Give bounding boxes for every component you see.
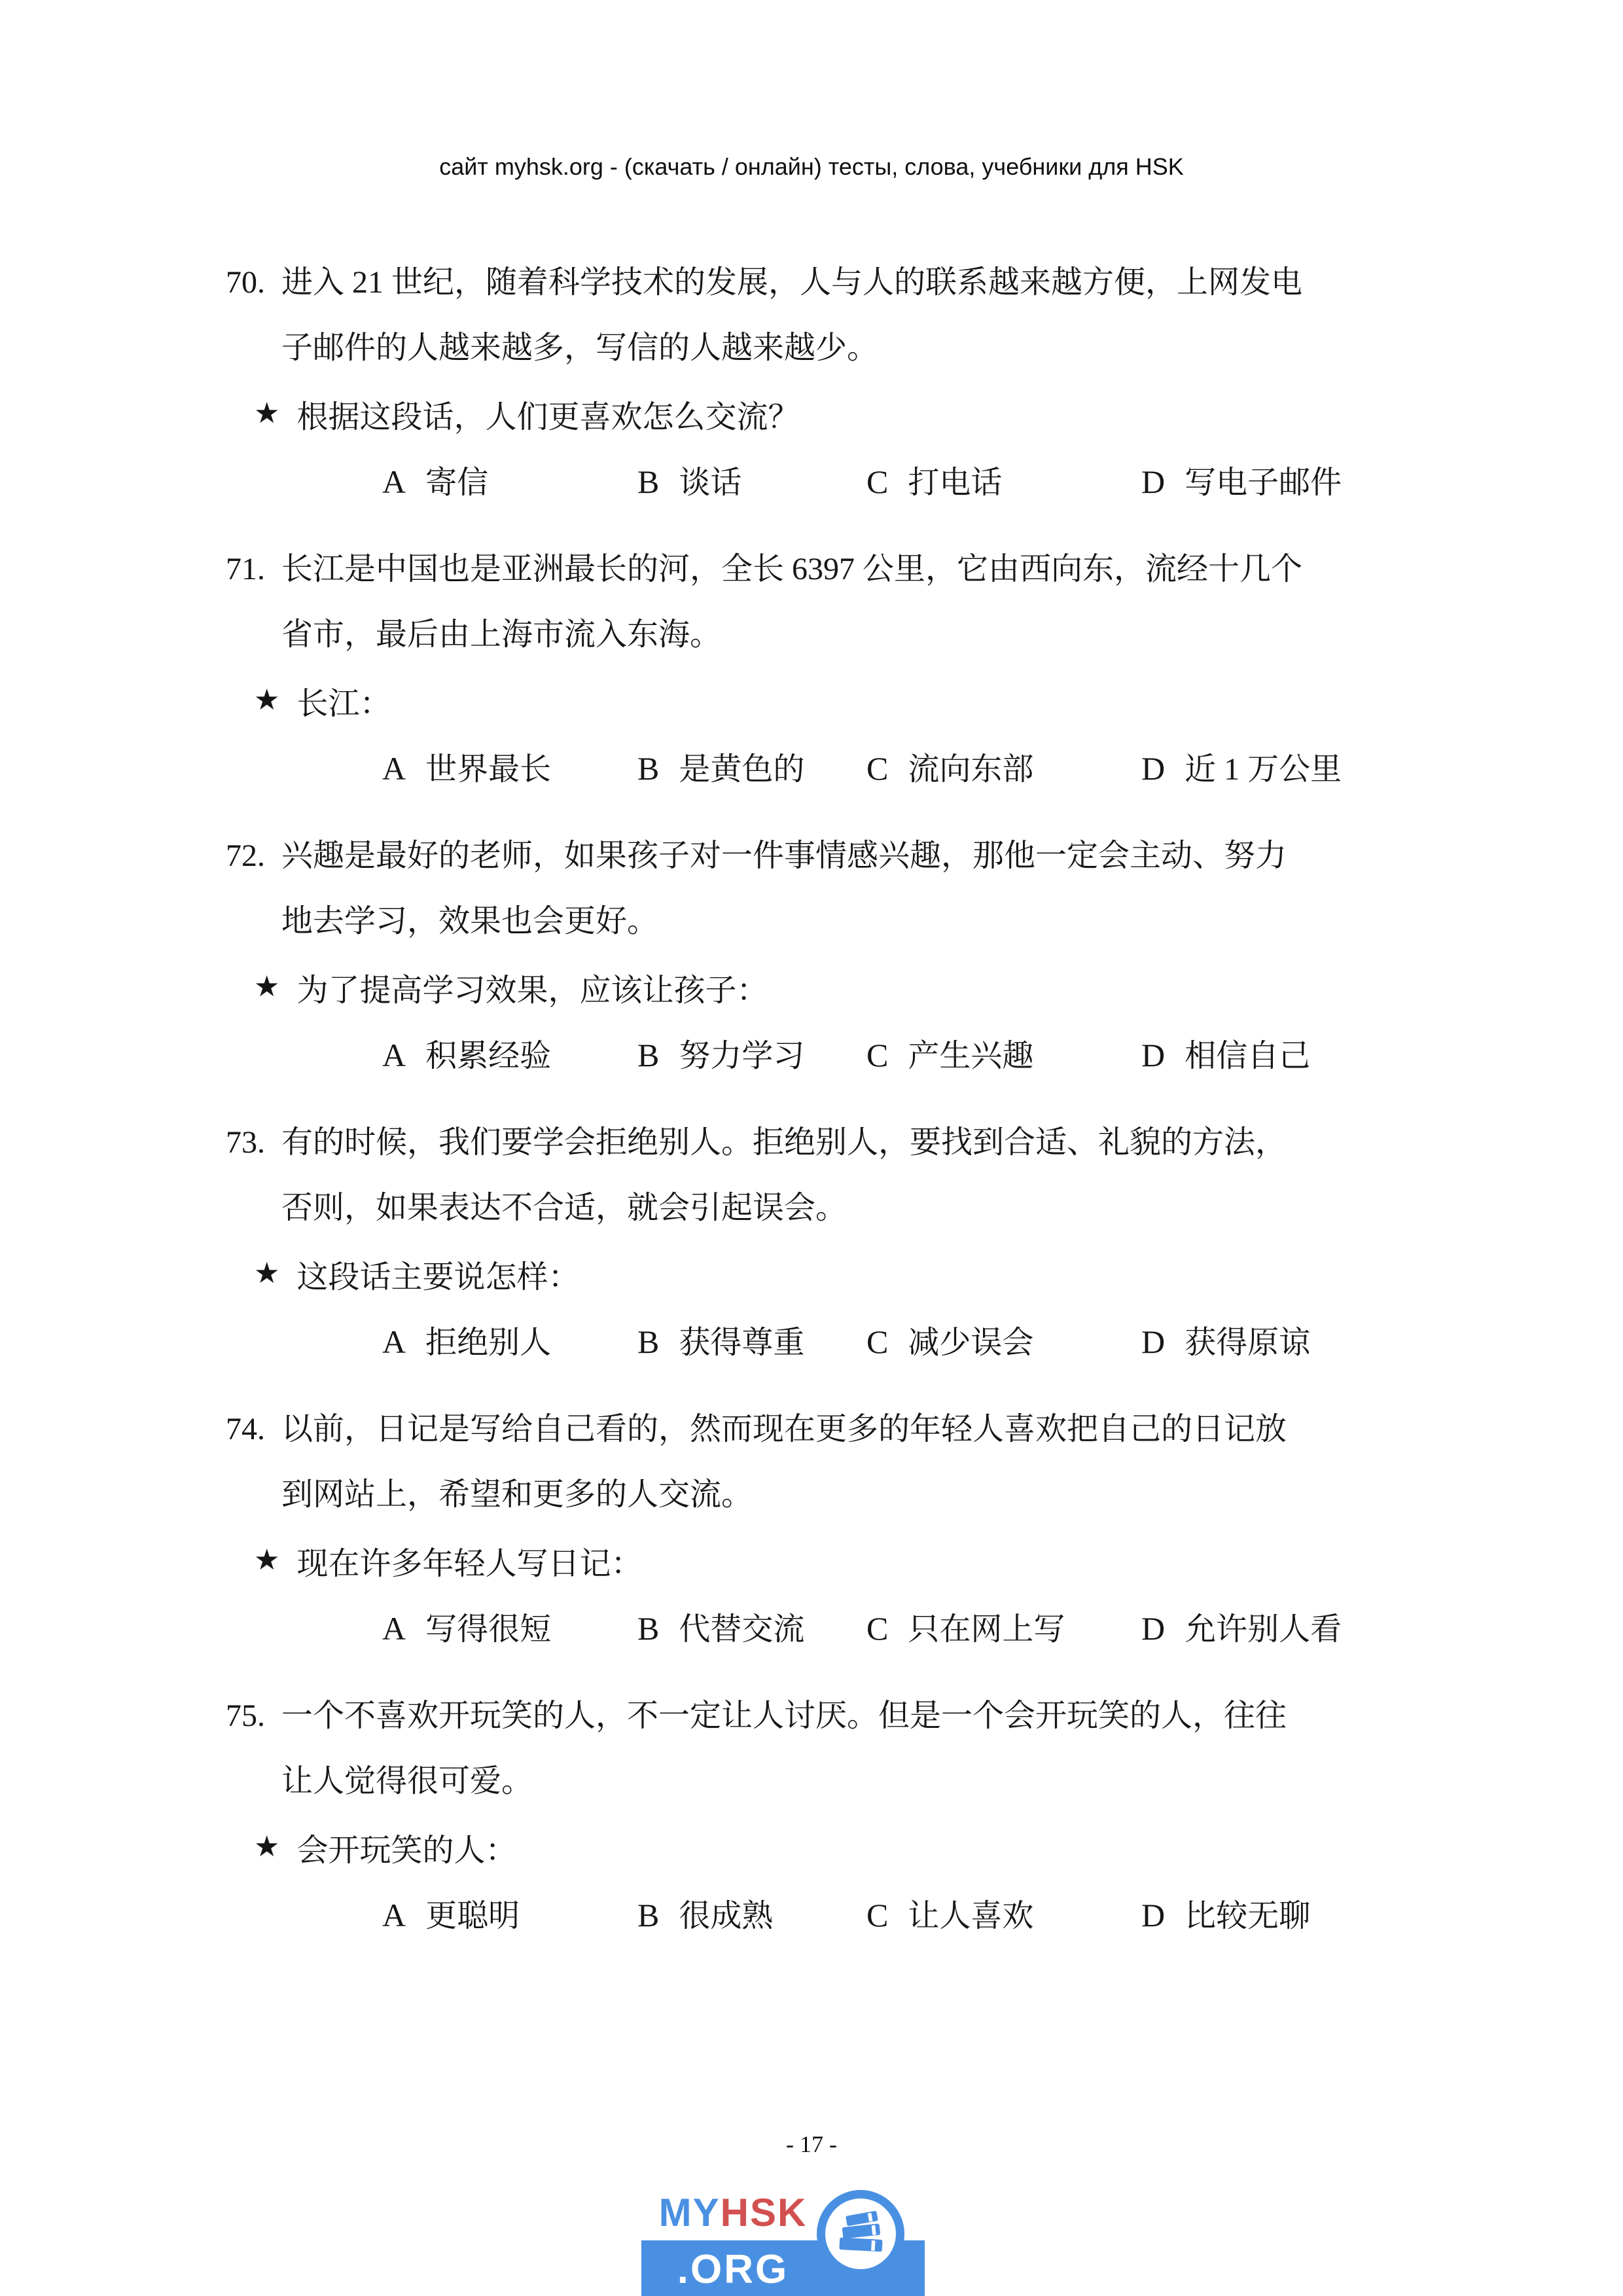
logo-text-my: MY bbox=[658, 2190, 721, 2234]
question-number: 74. bbox=[226, 1412, 265, 1446]
logo-text-hsk: HSK bbox=[720, 2190, 808, 2234]
option-c bbox=[866, 457, 1141, 502]
option-label: C bbox=[866, 1609, 889, 1647]
option-label: B bbox=[637, 1323, 660, 1360]
passage-line: 长江是中国也是亚洲最长的河，全长 6397 公里，它由西向东，流经十几个 bbox=[281, 552, 1303, 586]
option-label: B bbox=[637, 463, 660, 500]
prompt-text: 长江： bbox=[296, 686, 391, 721]
passage-line: 以前，日记是写给自己看的，然而现在更多的年轻人喜欢把自己的日记放 bbox=[281, 1412, 1287, 1446]
option-a bbox=[382, 1604, 637, 1649]
option-d bbox=[1141, 1317, 1407, 1362]
option-text: 获得尊重 bbox=[679, 1325, 805, 1360]
option-label: C bbox=[866, 749, 889, 787]
option-label: D bbox=[1141, 1036, 1166, 1073]
option-text: 更聪明 bbox=[425, 1898, 520, 1933]
star-icon: ★ bbox=[254, 971, 280, 1003]
option-text: 减少误会 bbox=[908, 1325, 1034, 1360]
options-row bbox=[226, 1880, 1407, 1945]
question-passage bbox=[281, 250, 1407, 381]
options-row bbox=[226, 446, 1407, 512]
question-prompt bbox=[226, 1528, 1407, 1593]
option-a bbox=[382, 1317, 637, 1362]
star-icon: ★ bbox=[254, 1831, 280, 1863]
option-text: 获得原谅 bbox=[1185, 1325, 1311, 1360]
option-d bbox=[1141, 457, 1407, 502]
questions-section bbox=[226, 250, 1407, 1970]
prompt-text: 这段话主要说怎样： bbox=[296, 1259, 580, 1295]
option-label: A bbox=[382, 463, 406, 500]
option-label: C bbox=[866, 1323, 889, 1360]
option-text: 拒绝别人 bbox=[425, 1325, 552, 1360]
option-a bbox=[382, 744, 637, 789]
option-b bbox=[637, 1030, 866, 1075]
option-a bbox=[382, 1030, 637, 1075]
passage-line: 一个不喜欢开玩笑的人，不一定让人讨厌。但是一个会开玩笑的人，往往 bbox=[281, 1698, 1287, 1733]
option-text: 写电子邮件 bbox=[1185, 465, 1342, 500]
prompt-text: 现在许多年轻人写日记： bbox=[296, 1546, 643, 1581]
option-a bbox=[382, 457, 637, 502]
site-header-text: сайт myhsk.org - (скачать / онлайн) тесты, слова, учебники для HSK bbox=[439, 153, 1184, 180]
option-d bbox=[1141, 1890, 1407, 1935]
option-text: 是黄色的 bbox=[679, 751, 805, 787]
question-block-74 bbox=[226, 1397, 1407, 1659]
option-text: 写得很短 bbox=[425, 1611, 552, 1647]
option-a bbox=[382, 1890, 637, 1935]
passage-line: 到网站上，希望和更多的人交流。 bbox=[281, 1477, 753, 1512]
option-label: A bbox=[382, 749, 406, 787]
option-text: 积累经验 bbox=[425, 1038, 552, 1073]
prompt-text: 会开玩笑的人： bbox=[296, 1833, 517, 1868]
option-label: D bbox=[1141, 463, 1166, 500]
star-icon: ★ bbox=[254, 1257, 280, 1289]
question-block-73 bbox=[226, 1110, 1407, 1372]
site-header bbox=[0, 152, 1623, 182]
question-block-71 bbox=[226, 537, 1407, 798]
option-label: D bbox=[1141, 749, 1166, 787]
option-text: 打电话 bbox=[908, 465, 1003, 500]
books-icon bbox=[817, 2190, 904, 2278]
question-number: 70. bbox=[226, 265, 265, 300]
logo-wordmark bbox=[641, 2186, 825, 2238]
option-text: 允许别人看 bbox=[1185, 1611, 1342, 1647]
passage-row bbox=[226, 1110, 1407, 1241]
question-passage bbox=[281, 823, 1407, 954]
option-label: A bbox=[382, 1323, 406, 1360]
passage-row bbox=[226, 1397, 1407, 1528]
star-icon: ★ bbox=[254, 397, 280, 429]
option-label: A bbox=[382, 1609, 406, 1647]
question-number: 73. bbox=[226, 1125, 265, 1160]
question-block-72 bbox=[226, 823, 1407, 1085]
options-row bbox=[226, 1306, 1407, 1372]
passage-line: 否则，如果表达不合适，就会引起误会。 bbox=[281, 1191, 847, 1225]
option-b bbox=[637, 1604, 866, 1649]
question-prompt bbox=[226, 1241, 1407, 1306]
option-label: A bbox=[382, 1896, 406, 1933]
options-row bbox=[226, 1593, 1407, 1659]
question-prompt bbox=[226, 381, 1407, 446]
passage-line: 让人觉得很可爱。 bbox=[281, 1764, 533, 1799]
option-label: D bbox=[1141, 1896, 1166, 1933]
option-text: 谈话 bbox=[679, 465, 742, 500]
options-row bbox=[226, 733, 1407, 798]
option-text: 比较无聊 bbox=[1185, 1898, 1311, 1933]
option-text: 世界最长 bbox=[425, 751, 552, 787]
question-block-75 bbox=[226, 1683, 1407, 1945]
option-b bbox=[637, 1317, 866, 1362]
passage-row bbox=[226, 1683, 1407, 1814]
option-c bbox=[866, 1030, 1141, 1075]
option-text: 只在网上写 bbox=[908, 1611, 1065, 1647]
passage-row bbox=[226, 537, 1407, 668]
passage-line: 地去学习，效果也会更好。 bbox=[281, 904, 659, 939]
option-label: D bbox=[1141, 1323, 1166, 1360]
option-label: C bbox=[866, 463, 889, 500]
question-number: 71. bbox=[226, 552, 265, 586]
question-prompt bbox=[226, 954, 1407, 1020]
option-label: B bbox=[637, 1896, 660, 1933]
question-passage bbox=[281, 1683, 1407, 1814]
option-d bbox=[1141, 1604, 1407, 1649]
option-d bbox=[1141, 1030, 1407, 1075]
myhsk-logo bbox=[641, 2186, 925, 2296]
option-c bbox=[866, 1604, 1141, 1649]
option-label: B bbox=[637, 1609, 660, 1647]
passage-line: 省市，最后由上海市流入东海。 bbox=[281, 617, 722, 652]
prompt-text: 为了提高学习效果，应该让孩子： bbox=[296, 973, 768, 1008]
passage-row bbox=[226, 250, 1407, 381]
page-number: - 17 - bbox=[786, 2131, 837, 2157]
option-b bbox=[637, 744, 866, 789]
option-label: B bbox=[637, 749, 660, 787]
passage-line: 有的时候，我们要学会拒绝别人。拒绝别人，要找到合适、礼貌的方法， bbox=[281, 1125, 1287, 1160]
question-number: 75. bbox=[226, 1698, 265, 1733]
question-block-70 bbox=[226, 250, 1407, 512]
option-text: 让人喜欢 bbox=[908, 1898, 1034, 1933]
passage-line: 子邮件的人越来越多，写信的人越来越少。 bbox=[281, 331, 879, 365]
option-label: C bbox=[866, 1896, 889, 1933]
option-text: 很成熟 bbox=[679, 1898, 774, 1933]
logo-text-org: .ORG bbox=[677, 2246, 789, 2292]
option-text: 代替交流 bbox=[679, 1611, 805, 1647]
option-text: 近 1 万公里 bbox=[1185, 751, 1342, 787]
option-text: 寄信 bbox=[425, 465, 489, 500]
option-text: 流向东部 bbox=[908, 751, 1034, 787]
option-b bbox=[637, 457, 866, 502]
question-number: 72. bbox=[226, 838, 265, 873]
option-label: B bbox=[637, 1036, 660, 1073]
passage-line: 兴趣是最好的老师，如果孩子对一件事情感兴趣，那他一定会主动、努力 bbox=[281, 838, 1287, 873]
passage-line: 进入 21 世纪，随着科学技术的发展，人与人的联系越来越方便，上网发电 bbox=[281, 265, 1303, 300]
question-passage bbox=[281, 1397, 1407, 1528]
option-label: D bbox=[1141, 1609, 1166, 1647]
star-icon: ★ bbox=[254, 1544, 280, 1576]
options-row bbox=[226, 1020, 1407, 1085]
option-text: 产生兴趣 bbox=[908, 1038, 1034, 1073]
option-c bbox=[866, 744, 1141, 789]
question-passage bbox=[281, 537, 1407, 668]
option-label: C bbox=[866, 1036, 889, 1073]
option-c bbox=[866, 1890, 1141, 1935]
option-d bbox=[1141, 744, 1407, 789]
question-passage bbox=[281, 1110, 1407, 1241]
question-prompt bbox=[226, 668, 1407, 733]
option-text: 努力学习 bbox=[679, 1038, 805, 1073]
star-icon: ★ bbox=[254, 684, 280, 716]
passage-row bbox=[226, 823, 1407, 954]
option-c bbox=[866, 1317, 1141, 1362]
option-label: A bbox=[382, 1036, 406, 1073]
option-text: 相信自己 bbox=[1185, 1038, 1311, 1073]
prompt-text: 根据这段话，人们更喜欢怎么交流？ bbox=[296, 399, 800, 435]
question-prompt bbox=[226, 1814, 1407, 1880]
option-b bbox=[637, 1890, 866, 1935]
